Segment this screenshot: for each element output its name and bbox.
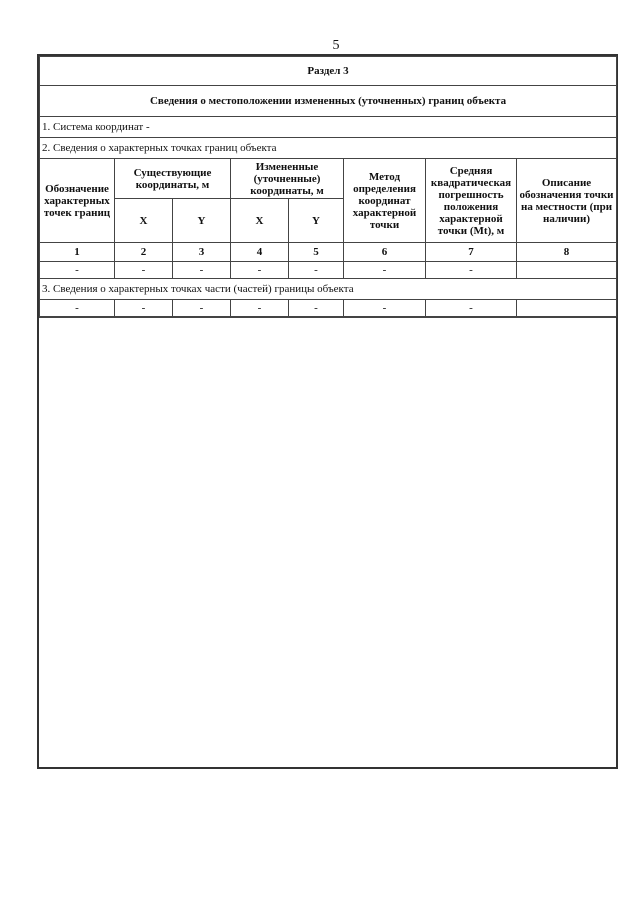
- header-existing-coords: Существующие координаты, м: [115, 159, 231, 199]
- table-cell: -: [40, 262, 115, 279]
- section-frame: [37, 54, 618, 769]
- table-cell: -: [115, 300, 173, 317]
- table-cell: -: [40, 300, 115, 317]
- column-number: 1: [40, 243, 115, 262]
- table-cell: -: [289, 300, 344, 317]
- table-cell: -: [344, 300, 426, 317]
- column-number: 3: [173, 243, 231, 262]
- header-error: Средняя квадратическая погрешность положения характерной точки (Mt), м: [426, 159, 517, 243]
- header-changed-y: Y: [289, 199, 344, 243]
- table-cell: -: [173, 300, 231, 317]
- section-title: Раздел 3: [40, 57, 617, 86]
- table-cell: -: [426, 262, 517, 279]
- table-cell: -: [115, 262, 173, 279]
- empty-area: [39, 317, 616, 769]
- header-existing-x: X: [115, 199, 173, 243]
- section-subtitle: Сведения о местоположении измененных (уточненных) границ объекта: [40, 86, 617, 117]
- coordinate-system-line: 1. Система координат -: [40, 117, 617, 138]
- column-number: 6: [344, 243, 426, 262]
- table-cell: -: [173, 262, 231, 279]
- header-method: Метод определения координат характерной точки: [344, 159, 426, 243]
- column-number: 4: [231, 243, 289, 262]
- part-points-caption: 3. Сведения о характерных точках части (частей) границы объекта: [40, 279, 617, 300]
- header-designation: Обозначение характерных точек границ: [40, 159, 115, 243]
- column-number: 8: [517, 243, 617, 262]
- table-cell: -: [426, 300, 517, 317]
- header-changed-coords: Измененные (уточненные) координаты, м: [231, 159, 344, 199]
- table-cell: -: [231, 262, 289, 279]
- table-cell: [517, 262, 617, 279]
- table-cell: -: [344, 262, 426, 279]
- column-number: 2: [115, 243, 173, 262]
- table-cell: -: [289, 262, 344, 279]
- header-description: Описание обозначения точки на местности (при наличии): [517, 159, 617, 243]
- column-number: 5: [289, 243, 344, 262]
- page-number: 5: [332, 38, 340, 53]
- header-changed-x: X: [231, 199, 289, 243]
- table-cell: [517, 300, 617, 317]
- points-caption: 2. Сведения о характерных точках границ объекта: [40, 138, 617, 159]
- header-existing-y: Y: [173, 199, 231, 243]
- column-number: 7: [426, 243, 517, 262]
- table-cell: -: [231, 300, 289, 317]
- section-table: [39, 56, 617, 317]
